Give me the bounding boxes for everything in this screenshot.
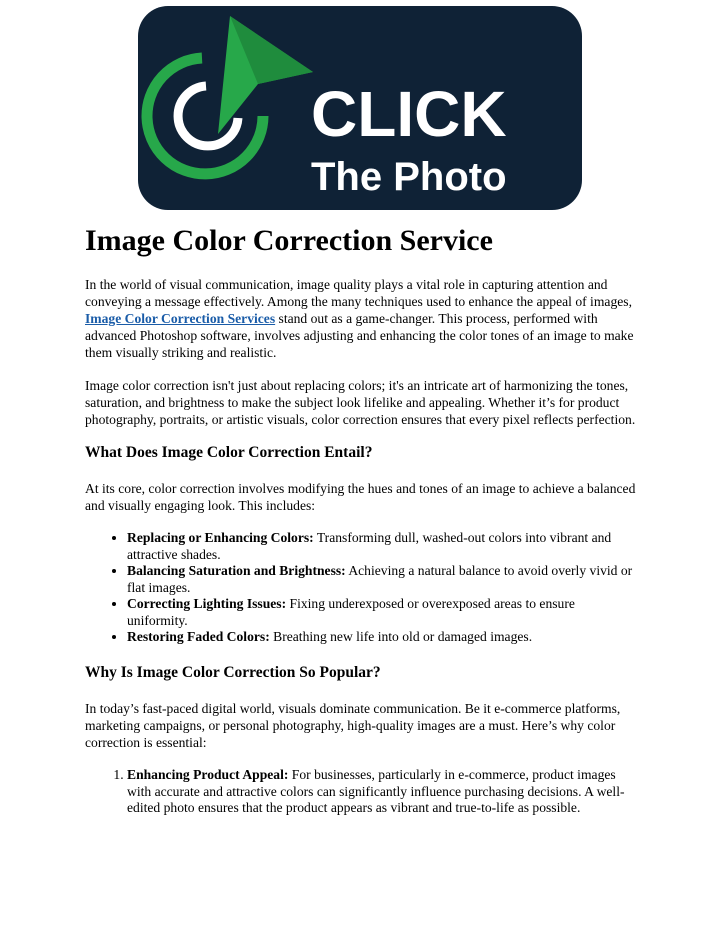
intro-paragraph-1: In the world of visual communication, image quality plays a vital role in capturing attention and conveying a message effectively. Among the many techniques used to enhance the appeal of images, Image Color Correction Services stand out as a game-changer. This process, performed with advanced Photoshop software, involves adjusting and enhancing the color tones of an image to make them visually striking and realistic. [85,276,634,360]
list-item: • Replacing or Enhancing Colors: Transforming dull, washed-out colors into vibrant and attractive shades. [127,530,637,563]
logo-click-text: CLICK [311,78,507,150]
section-paragraph-entail: At its core, color correction involves modifying the hues and tones of an image to achieve a balanced and visually engaging look. This includes: [85,481,636,514]
image-color-correction-link[interactable]: Image Color Correction Services [85,310,276,326]
section-heading-popular: Why Is Image Color Correction So Popular? [85,663,381,681]
list-item: • Balancing Saturation and Brightness: Achieving a natural balance to avoid overly vivid or flat images. [127,563,637,596]
brand-logo [138,6,582,210]
list-item: 1. Enhancing Product Appeal: For businesses, particularly in e-commerce, product images with accurate and attractive colors can significantly influence purchasing decisions. A well-edited photo ensures that the product appears as vibrant and true-to-life as possible. [127,767,637,817]
section-heading-entail: What Does Image Color Correction Entail? [85,443,373,461]
document-body [85,222,637,835]
intro-paragraph-2: Image color correction isn't just about replacing colors; it's an intricate art of harmonizing the tones, saturation, and brightness to make the subject look lifelike and appealing. Whether it’s for product photography, portraits, or artistic visuals, color correction ensures that every pixel reflects perfection. [85,377,636,427]
logo-graphic [138,6,582,210]
page-title: Image Color Correction Service [85,224,493,257]
entail-list [85,530,637,646]
list-item: • Restoring Faded Colors: Breathing new life into old or damaged images. [127,629,637,646]
list-item: • Correcting Lighting Issues: Fixing underexposed or overexposed areas to ensure uniformity. [127,596,637,629]
popular-list [85,767,637,817]
logo-the-photo-text: The Photo [311,155,507,199]
section-paragraph-popular: In today’s fast-paced digital world, visuals dominate communication. Be it e-commerce platforms, marketing campaigns, or personal photography, high-quality images are a must. Here’s why color correction is essential: [85,701,621,751]
